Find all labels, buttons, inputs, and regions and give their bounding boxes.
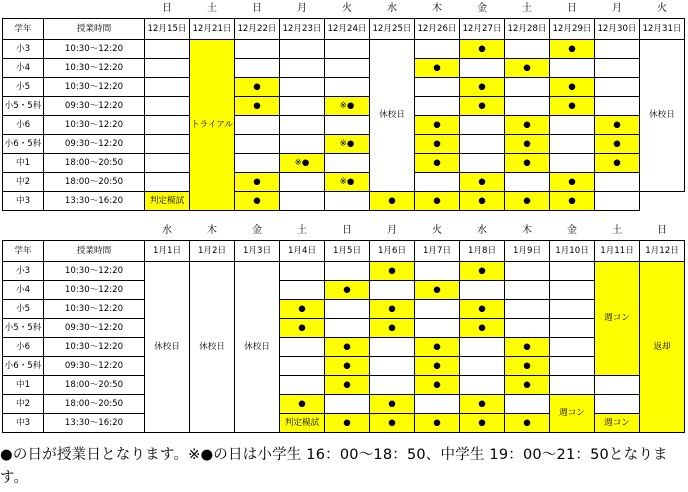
return-cell: 返却 — [640, 262, 685, 433]
schedule-cell — [595, 97, 640, 116]
date-header: 12月27日 — [460, 19, 505, 40]
table-row — [3, 376, 685, 395]
class-day-cell: ● — [415, 338, 460, 357]
weekday-label: 土 — [612, 225, 622, 236]
january-schedule-table — [2, 222, 685, 433]
weekday-label: 日 — [657, 225, 667, 236]
class-day-cell: ● — [550, 40, 595, 59]
class-day-cell: ● — [325, 414, 370, 433]
header-row — [3, 241, 685, 262]
grade-cell: 小6・5科 — [3, 135, 44, 154]
mock-exam-cell: 判定模試 — [145, 192, 190, 211]
schedule-cell — [595, 40, 640, 59]
table-row — [3, 300, 685, 319]
weekday-label: 金 — [252, 225, 262, 236]
schedule-cell — [280, 173, 325, 192]
weekly-test-cell: 週コン — [595, 262, 640, 376]
class-day-cell: ● — [505, 357, 550, 376]
class-day-cell: ● — [550, 173, 595, 192]
mock-exam-cell: 判定模試 — [280, 414, 325, 433]
time-cell: 09:30～12:20 — [44, 97, 145, 116]
class-day-cell: ● — [460, 97, 505, 116]
schedule-cell — [235, 135, 280, 154]
date-header: 1月5日 — [325, 241, 370, 262]
grade-cell: 中2 — [3, 173, 44, 192]
date-header: 12月28日 — [505, 19, 550, 40]
time-cell: 10:30～12:20 — [44, 116, 145, 135]
class-day-cell: ● — [370, 414, 415, 433]
schedule-cell — [505, 40, 550, 59]
class-day-cell: ● — [325, 281, 370, 300]
schedule-cell — [595, 78, 640, 97]
class-day-cell: ● — [460, 395, 505, 414]
class-day-cell: ● — [415, 135, 460, 154]
weekday-label: 日 — [162, 3, 172, 14]
schedule-cell — [595, 395, 640, 414]
class-day-cell: ● — [370, 192, 415, 211]
class-day-cell: ● — [415, 357, 460, 376]
grade-cell: 中3 — [3, 414, 44, 433]
date-header: 1月10日 — [550, 241, 595, 262]
class-day-cell: ● — [505, 192, 550, 211]
time-cell: 18:00～20:50 — [44, 376, 145, 395]
schedule-cell — [235, 59, 280, 78]
schedule-cell — [415, 395, 460, 414]
weekday-row — [3, 0, 685, 19]
schedule-cell — [550, 281, 595, 300]
weekday-label: 土 — [207, 3, 217, 14]
time-cell: 10:30～12:20 — [44, 281, 145, 300]
holiday-cell: 休校日 — [370, 40, 415, 192]
weekday-label: 火 — [657, 3, 667, 14]
class-day-cell: ● — [325, 338, 370, 357]
date-header: 1月7日 — [415, 241, 460, 262]
schedule-cell — [325, 154, 370, 173]
schedule-cell — [325, 395, 370, 414]
weekday-label: 火 — [432, 225, 442, 236]
class-day-cell: ● — [460, 414, 505, 433]
class-day-cell: ● — [595, 116, 640, 135]
date-header: 1月9日 — [505, 241, 550, 262]
schedule-cell — [460, 116, 505, 135]
class-day-cell: ● — [415, 192, 460, 211]
grade-cell: 小5・5科 — [3, 319, 44, 338]
weekday-label: 日 — [567, 3, 577, 14]
time-cell: 10:30～12:20 — [44, 300, 145, 319]
time-cell: 09:30～12:20 — [44, 357, 145, 376]
class-day-cell: ● — [505, 376, 550, 395]
special-time-cell: ※● — [325, 97, 370, 116]
schedule-cell — [460, 357, 505, 376]
weekday-label: 木 — [207, 225, 217, 236]
schedule-cell — [595, 59, 640, 78]
table-row — [3, 192, 685, 211]
schedule-cell — [280, 281, 325, 300]
class-day-cell: ● — [280, 300, 325, 319]
class-day-cell: ● — [505, 59, 550, 78]
date-header: 12月15日 — [145, 19, 190, 40]
schedule-cell — [415, 300, 460, 319]
schedule-cell — [505, 281, 550, 300]
class-day-cell: ● — [415, 414, 460, 433]
table-row — [3, 281, 685, 300]
date-header: 12月31日 — [640, 19, 685, 40]
table-row — [3, 173, 685, 192]
special-time-cell: ※● — [280, 154, 325, 173]
class-day-cell: ● — [595, 135, 640, 154]
schedule-cell — [460, 135, 505, 154]
footnote: ●の日が授業日となります。※●の日は小学生 16：00～18：50、中学生 19：00～21：50となります。 — [0, 447, 668, 486]
weekday-label: 水 — [477, 225, 487, 236]
grade-cell: 中1 — [3, 376, 44, 395]
time-cell: 18:00～20:50 — [44, 395, 145, 414]
schedule-cell — [505, 97, 550, 116]
schedule-cell — [415, 173, 460, 192]
weekly-test-cell: 週コン — [550, 395, 595, 433]
class-day-cell: ● — [325, 357, 370, 376]
grade-cell: 小5 — [3, 300, 44, 319]
grade-cell: 小6 — [3, 116, 44, 135]
schedule-cell — [280, 262, 325, 281]
special-time-cell: ※● — [325, 135, 370, 154]
schedule-cell — [415, 97, 460, 116]
grade-cell: 小3 — [3, 40, 44, 59]
class-day-cell: ● — [415, 376, 460, 395]
weekday-label: 金 — [477, 3, 487, 14]
weekday-label: 月 — [297, 3, 307, 14]
schedule-cell — [325, 319, 370, 338]
time-header: 授業時間 — [44, 19, 145, 40]
grade-cell: 小4 — [3, 59, 44, 78]
schedule-cell — [505, 300, 550, 319]
weekly-test-cell: 週コン — [595, 414, 640, 433]
schedule-cell — [460, 338, 505, 357]
schedule-cell — [550, 338, 595, 357]
class-day-cell: ● — [415, 154, 460, 173]
weekday-label: 木 — [522, 225, 532, 236]
table-row — [3, 135, 685, 154]
date-header: 12月22日 — [235, 19, 280, 40]
class-day-cell: ● — [505, 338, 550, 357]
schedule-cell — [280, 192, 325, 211]
weekday-label: 火 — [342, 3, 352, 14]
schedule-cell — [415, 262, 460, 281]
grade-cell: 中1 — [3, 154, 44, 173]
date-header: 1月2日 — [190, 241, 235, 262]
weekday-label: 月 — [612, 3, 622, 14]
weekday-label: 日 — [342, 225, 352, 236]
table-row — [3, 59, 685, 78]
time-cell: 10:30～12:20 — [44, 78, 145, 97]
time-cell: 10:30～12:20 — [44, 40, 145, 59]
class-day-cell: ● — [280, 319, 325, 338]
grade-header: 学年 — [3, 19, 44, 40]
date-header: 12月21日 — [190, 19, 235, 40]
class-day-cell: ● — [415, 116, 460, 135]
class-day-cell: ● — [460, 319, 505, 338]
date-header: 12月26日 — [415, 19, 460, 40]
date-header: 12月25日 — [370, 19, 415, 40]
december-schedule-table — [2, 0, 685, 211]
weekday-label: 金 — [567, 225, 577, 236]
time-cell: 13:30～16:20 — [44, 414, 145, 433]
schedule-cell — [460, 154, 505, 173]
class-day-cell: ● — [415, 59, 460, 78]
schedule-cell — [325, 40, 370, 59]
class-day-cell: ● — [235, 173, 280, 192]
schedule-cell — [550, 300, 595, 319]
schedule-cell — [370, 338, 415, 357]
schedule-cell — [235, 40, 280, 59]
time-cell: 10:30～12:20 — [44, 262, 145, 281]
schedule-cell — [505, 395, 550, 414]
class-day-cell: ● — [235, 192, 280, 211]
class-day-cell: ● — [460, 192, 505, 211]
schedule-cell — [415, 78, 460, 97]
schedule-cell — [235, 154, 280, 173]
class-day-cell: ● — [505, 135, 550, 154]
schedule-cell — [460, 281, 505, 300]
class-day-cell: ● — [550, 192, 595, 211]
date-header: 1月12日 — [640, 241, 685, 262]
grade-cell: 小4 — [3, 281, 44, 300]
weekday-label: 水 — [162, 225, 172, 236]
schedule-cell — [325, 59, 370, 78]
weekday-label: 月 — [387, 225, 397, 236]
schedule-cell — [325, 300, 370, 319]
schedule-cell — [325, 192, 370, 211]
trial-cell: トライアル — [190, 40, 235, 211]
date-header: 12月29日 — [550, 19, 595, 40]
table-row — [3, 78, 685, 97]
class-day-cell: ● — [370, 262, 415, 281]
table-row — [3, 116, 685, 135]
date-header: 1月6日 — [370, 241, 415, 262]
schedule-cell — [280, 376, 325, 395]
time-header: 授業時間 — [44, 241, 145, 262]
schedule-cell — [280, 338, 325, 357]
grade-cell: 中2 — [3, 395, 44, 414]
schedule-cell — [460, 59, 505, 78]
class-day-cell: ● — [235, 78, 280, 97]
schedule-cell — [550, 357, 595, 376]
schedule-cell — [505, 78, 550, 97]
weekday-label: 日 — [252, 3, 262, 14]
time-cell: 09:30～12:20 — [44, 319, 145, 338]
schedule-cell — [505, 173, 550, 192]
time-cell: 10:30～12:20 — [44, 338, 145, 357]
class-day-cell: ● — [370, 395, 415, 414]
date-header: 1月3日 — [235, 241, 280, 262]
table-row — [3, 395, 685, 414]
class-day-cell: ● — [325, 376, 370, 395]
grade-header: 学年 — [3, 241, 44, 262]
time-cell: 18:00～20:50 — [44, 154, 145, 173]
schedule-cell — [235, 116, 280, 135]
schedule-cell — [460, 376, 505, 395]
class-day-cell: ● — [415, 281, 460, 300]
time-cell: 13:30～16:20 — [44, 192, 145, 211]
weekday-label: 木 — [432, 3, 442, 14]
date-header: 1月8日 — [460, 241, 505, 262]
schedule-cell — [370, 281, 415, 300]
special-time-cell: ※● — [325, 173, 370, 192]
table-row — [3, 357, 685, 376]
class-day-cell: ● — [595, 154, 640, 173]
grade-cell: 小3 — [3, 262, 44, 281]
grade-cell: 小6・5科 — [3, 357, 44, 376]
grade-cell: 中3 — [3, 192, 44, 211]
class-day-cell: ● — [505, 154, 550, 173]
header-row — [3, 19, 685, 40]
table-row — [3, 338, 685, 357]
table-row — [3, 262, 685, 281]
holiday-cell: 休校日 — [235, 262, 280, 433]
grade-cell: 小5・5科 — [3, 97, 44, 116]
class-day-cell: ● — [550, 78, 595, 97]
schedule-cell — [550, 116, 595, 135]
schedule-cell — [505, 319, 550, 338]
weekday-label: 土 — [522, 3, 532, 14]
schedule-cell — [325, 262, 370, 281]
weekday-label: 水 — [387, 3, 397, 14]
date-header: 1月1日 — [145, 241, 190, 262]
schedule-cell — [325, 116, 370, 135]
schedule-cell — [505, 262, 550, 281]
date-header: 1月11日 — [595, 241, 640, 262]
date-header: 12月30日 — [595, 19, 640, 40]
time-cell: 09:30～12:20 — [44, 135, 145, 154]
weekday-label: 土 — [297, 225, 307, 236]
table-row — [3, 40, 685, 59]
class-day-cell: ● — [460, 173, 505, 192]
holiday-cell: 休校日 — [145, 262, 190, 433]
schedule-cell — [595, 173, 640, 192]
table-row — [3, 154, 685, 173]
class-day-cell: ● — [460, 262, 505, 281]
schedule-cell — [370, 357, 415, 376]
table-row — [3, 319, 685, 338]
schedule-cell — [325, 78, 370, 97]
time-cell: 18:00～20:50 — [44, 173, 145, 192]
schedule-cell — [550, 262, 595, 281]
class-day-cell: ● — [505, 116, 550, 135]
date-header: 12月23日 — [280, 19, 325, 40]
table-row — [3, 97, 685, 116]
time-cell: 10:30～12:20 — [44, 59, 145, 78]
class-day-cell: ● — [370, 300, 415, 319]
date-header: 12月24日 — [325, 19, 370, 40]
schedule-cell — [415, 40, 460, 59]
weekday-row — [3, 222, 685, 241]
schedule-cell — [370, 376, 415, 395]
class-day-cell: ● — [460, 78, 505, 97]
class-day-cell: ● — [280, 395, 325, 414]
schedule-cell — [550, 59, 595, 78]
date-header: 1月4日 — [280, 241, 325, 262]
class-day-cell: ● — [460, 40, 505, 59]
holiday-cell: 休校日 — [190, 262, 235, 433]
schedule-cell — [550, 319, 595, 338]
schedule-cell — [280, 357, 325, 376]
holiday-cell: 休校日 — [640, 40, 685, 192]
class-day-cell: ● — [235, 97, 280, 116]
schedule-cell — [595, 376, 640, 395]
class-day-cell: ● — [505, 414, 550, 433]
grade-cell: 小5 — [3, 78, 44, 97]
class-day-cell: ● — [460, 300, 505, 319]
class-day-cell: ● — [550, 97, 595, 116]
schedule-cell — [550, 154, 595, 173]
grade-cell: 小6 — [3, 338, 44, 357]
schedule-cell — [550, 135, 595, 154]
class-day-cell: ● — [370, 319, 415, 338]
schedule-cell — [415, 319, 460, 338]
